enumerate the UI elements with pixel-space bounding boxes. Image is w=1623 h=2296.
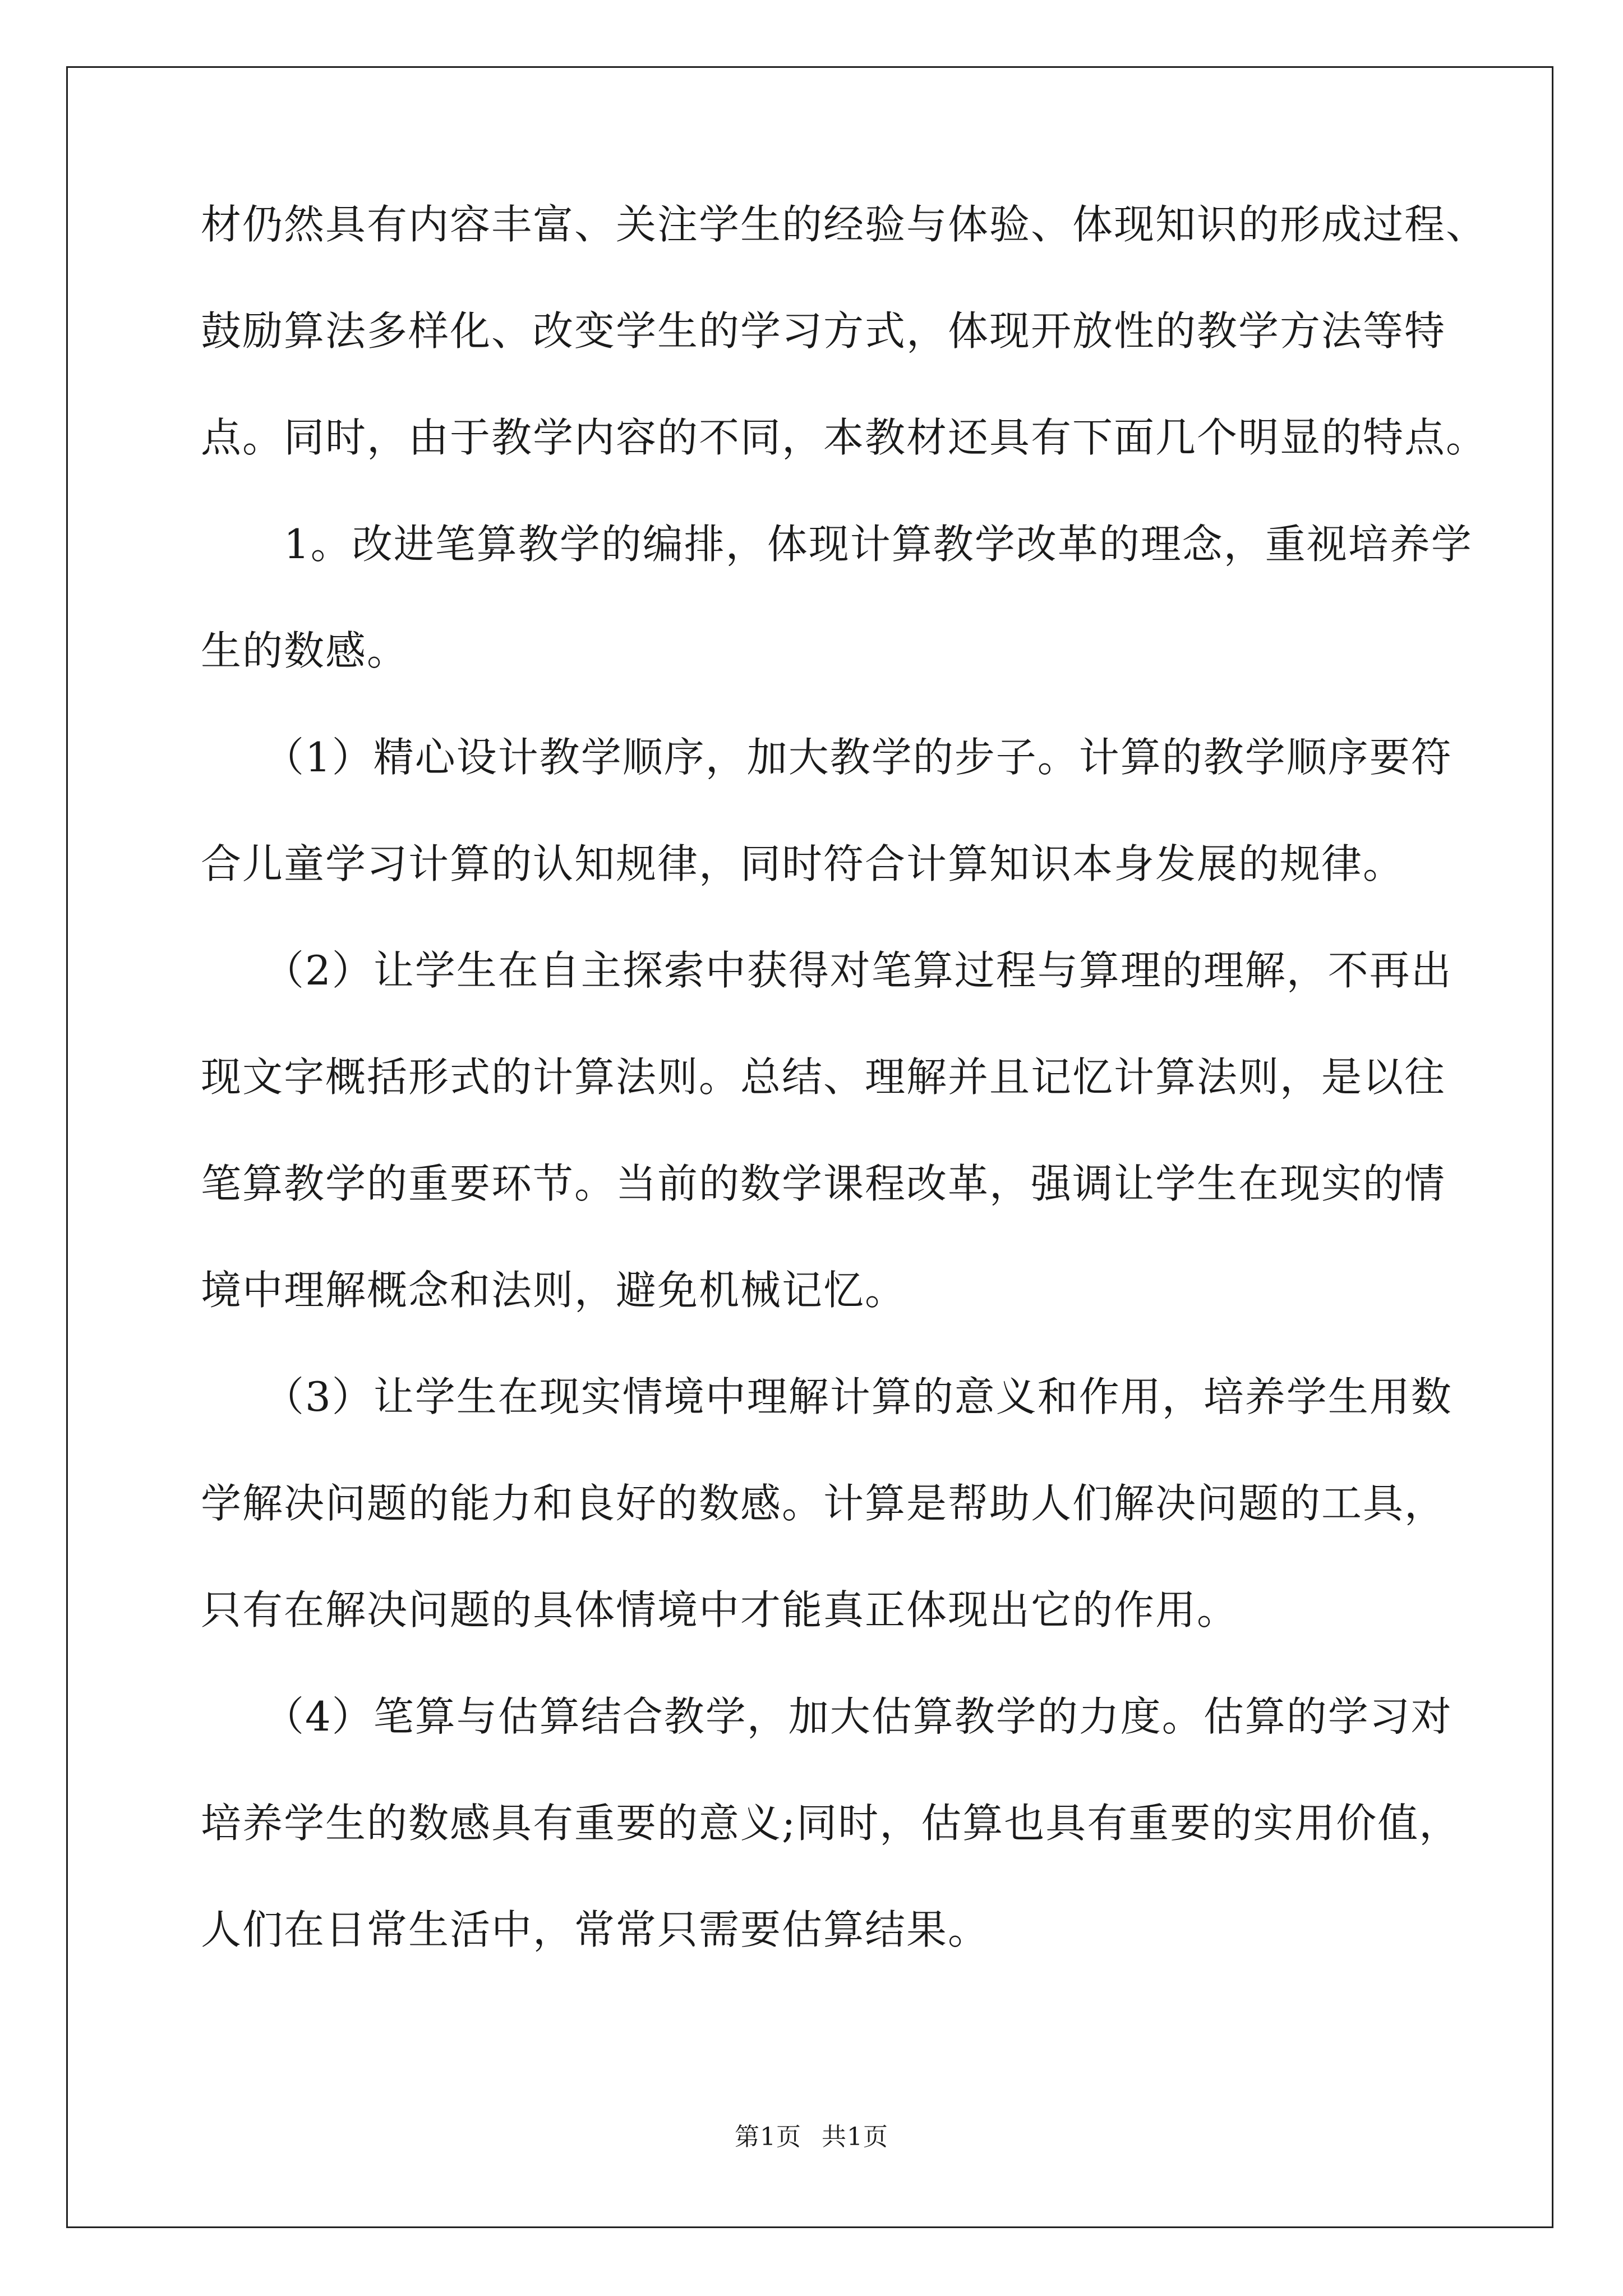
text-line: 生的数感。 (201, 627, 409, 674)
text-line: 笔算教学的重要环节。当前的数学课程改革，强调让学生在现实的情 (201, 1160, 1446, 1207)
text-line: 鼓励算法多样化、改变学生的学习方式，体现开放性的教学方法等特 (201, 307, 1446, 355)
text-line: 合儿童学习计算的认知规律，同时符合计算知识本身发展的规律。 (201, 840, 1405, 887)
text-line: （2）让学生在自主探索中获得对笔算过程与算理的理解，不再出 (201, 947, 1453, 994)
text-line: 材仍然具有内容丰富、关注学生的经验与体验、体现知识的形成过程、 (201, 201, 1488, 248)
page-total: 共1页 (822, 2123, 888, 2151)
page-footer (0, 2122, 1623, 2153)
text-line: 人们在日常生活中，常常只需要估算结果。 (201, 1906, 990, 1953)
text-line: 点。同时，由于教学内容的不同，本教材还具有下面几个明显的特点。 (201, 414, 1488, 461)
text-line: （4）笔算与估算结合教学，加大估算教学的力度。估算的学习对 (201, 1693, 1453, 1740)
text-line: （1）精心设计教学顺序，加大教学的步子。计算的教学顺序要符 (201, 734, 1453, 781)
text-line: 境中理解概念和法则，避免机械记忆。 (201, 1267, 907, 1314)
text-line: 培养学生的数感具有重要的意义;同时，估算也具有重要的实用价值， (201, 1800, 1461, 1847)
text-line: 现文字概括形式的计算法则。总结、理解并且记忆计算法则，是以往 (201, 1053, 1446, 1101)
text-line: （3）让学生在现实情境中理解计算的意义和作用，培养学生用数 (201, 1373, 1453, 1420)
page-number: 第1页 (735, 2123, 801, 2151)
text-line: 只有在解决问题的具体情境中才能真正体现出它的作用。 (201, 1586, 1239, 1634)
text-line: 1。改进笔算教学的编排，体现计算教学改革的理念，重视培养学 (201, 521, 1473, 568)
text-line: 学解决问题的能力和良好的数感。计算是帮助人们解决问题的工具， (201, 1480, 1446, 1527)
